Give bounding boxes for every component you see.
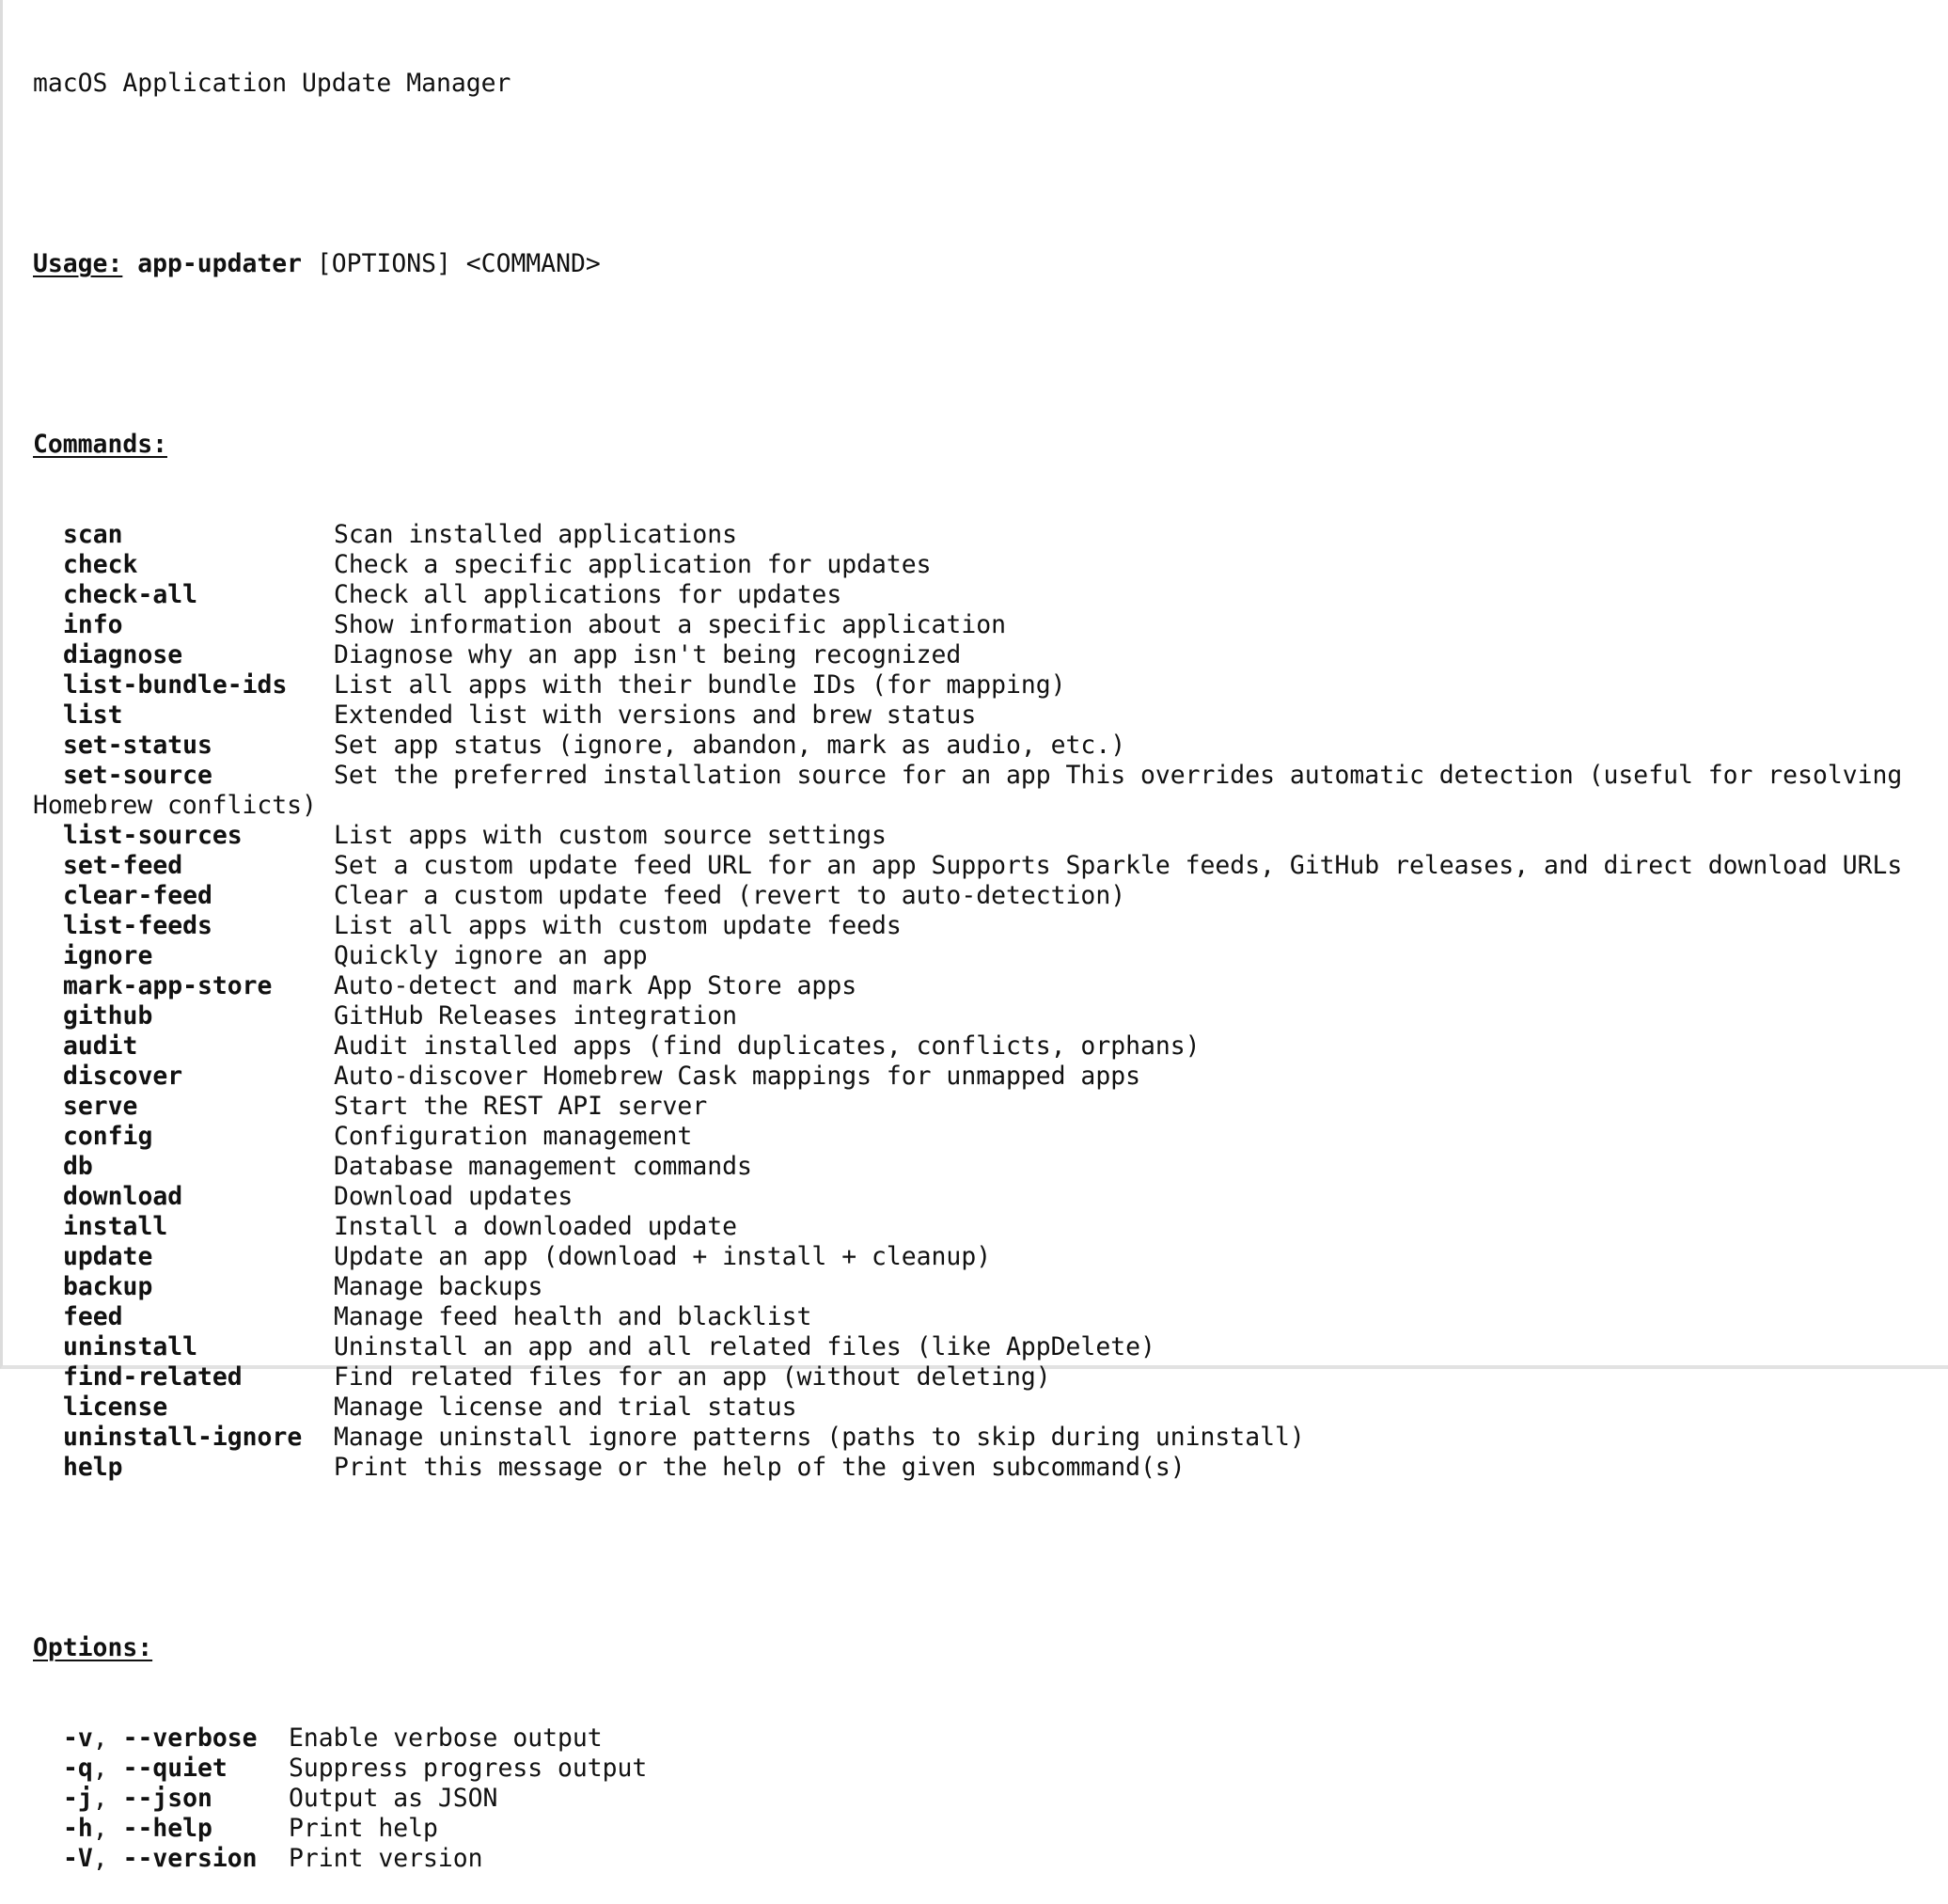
commands-header: Commands:	[33, 430, 167, 459]
command-name: scan	[63, 520, 123, 549]
command-description: Manage license and trial status	[334, 1393, 797, 1422]
command-row	[33, 911, 1948, 941]
command-description: Clear a custom update feed (revert to auto-detection)	[334, 881, 1126, 910]
command-row	[33, 1302, 1948, 1332]
command-name: set-feed	[63, 851, 183, 880]
option-long-flag: --version	[122, 1844, 258, 1873]
command-name: find-related	[63, 1362, 243, 1392]
command-description: Set the preferred installation source for an app This overrides automatic detection (useful for resolving	[334, 761, 1903, 790]
option-flags: -V, --version	[63, 1844, 258, 1873]
command-description: Auto-detect and mark App Store apps	[334, 971, 857, 1000]
command-description: Download updates	[334, 1182, 573, 1211]
command-name: config	[63, 1122, 153, 1151]
option-row	[33, 1814, 1948, 1844]
command-description: Extended list with versions and brew status	[334, 700, 977, 730]
option-row	[33, 1784, 1948, 1814]
command-row	[33, 851, 1948, 881]
command-row	[33, 550, 1948, 580]
option-description: Suppress progress output	[289, 1754, 648, 1783]
command-name: audit	[63, 1031, 138, 1061]
option-long-flag: --quiet	[122, 1754, 228, 1783]
command-description: Auto-discover Homebrew Cask mappings for unmapped apps	[334, 1062, 1140, 1091]
command-description: List all apps with custom update feeds	[334, 911, 902, 940]
option-description: Print help	[289, 1814, 438, 1843]
option-flags: -h, --help	[63, 1814, 212, 1843]
command-name: backup	[63, 1272, 153, 1301]
command-name: set-source	[63, 761, 212, 790]
command-row	[33, 881, 1948, 911]
command-name: list-sources	[63, 821, 243, 850]
command-description: Scan installed applications	[334, 520, 737, 549]
option-short-flag: -q	[63, 1754, 93, 1783]
command-row	[33, 1122, 1948, 1152]
option-description: Enable verbose output	[289, 1723, 603, 1753]
command-description: Find related files for an app (without deleting)	[334, 1362, 1051, 1392]
command-description: Quickly ignore an app	[334, 941, 648, 970]
command-row	[33, 1453, 1948, 1483]
command-row	[33, 610, 1948, 640]
command-name: mark-app-store	[63, 971, 273, 1000]
command-name: ignore	[63, 941, 153, 970]
command-name: serve	[63, 1092, 138, 1121]
command-description: Manage feed health and blacklist	[334, 1302, 812, 1331]
command-name: list-bundle-ids	[63, 670, 288, 700]
command-row	[33, 1031, 1948, 1062]
option-short-flag: -V	[63, 1844, 93, 1873]
command-name: install	[63, 1212, 168, 1241]
command-description: GitHub Releases integration	[334, 1001, 737, 1031]
command-name: uninstall	[63, 1332, 197, 1361]
command-description: Print this message or the help of the given subcommand(s)	[334, 1453, 1186, 1482]
command-row	[33, 1001, 1948, 1031]
option-row	[33, 1844, 1948, 1874]
command-row	[33, 580, 1948, 610]
command-description: Check a specific application for updates	[334, 550, 932, 579]
options-list	[33, 1723, 1948, 1874]
command-row	[33, 821, 1948, 851]
usage-args: [OPTIONS] <COMMAND>	[302, 249, 601, 278]
command-row	[33, 1393, 1948, 1423]
command-row	[33, 971, 1948, 1001]
command-row	[33, 1092, 1948, 1122]
command-description-wrap: Homebrew conflicts)	[33, 791, 317, 820]
command-name: help	[63, 1453, 123, 1482]
app-title: macOS Application Update Manager	[33, 69, 511, 98]
command-description: Audit installed apps (find duplicates, conflicts, orphans)	[334, 1031, 1201, 1061]
option-flags: -q, --quiet	[63, 1754, 228, 1783]
command-name: diagnose	[63, 640, 183, 669]
command-description: Configuration management	[334, 1122, 693, 1151]
command-description: Check all applications for updates	[334, 580, 842, 609]
command-row	[33, 1062, 1948, 1092]
command-description: Manage uninstall ignore patterns (paths to skip during uninstall)	[334, 1423, 1305, 1452]
command-description: Install a downloaded update	[334, 1212, 737, 1241]
option-long-flag: --verbose	[122, 1723, 258, 1753]
command-row	[33, 520, 1948, 550]
command-row	[33, 1423, 1948, 1453]
command-row	[33, 1272, 1948, 1302]
commands-list	[33, 520, 1948, 1483]
command-name: check	[63, 550, 138, 579]
command-row	[33, 941, 1948, 971]
command-description: List apps with custom source settings	[334, 821, 887, 850]
command-name: feed	[63, 1302, 123, 1331]
options-header: Options:	[33, 1633, 153, 1662]
command-name: github	[63, 1001, 153, 1031]
command-name: discover	[63, 1062, 183, 1091]
command-name: db	[63, 1152, 93, 1181]
command-name: check-all	[63, 580, 197, 609]
command-name: uninstall-ignore	[63, 1423, 303, 1452]
option-flags: -v, --verbose	[63, 1723, 258, 1753]
command-description: Show information about a specific application	[334, 610, 1006, 639]
option-row	[33, 1723, 1948, 1754]
command-row	[33, 731, 1948, 761]
option-long-flag: --json	[122, 1784, 212, 1813]
command-row	[33, 700, 1948, 731]
command-description: Start the REST API server	[334, 1092, 708, 1121]
command-description: Uninstall an app and all related files (like AppDelete)	[334, 1332, 1155, 1361]
usage-label: Usage:	[33, 249, 123, 278]
command-description: Diagnose why an app isn't being recognized	[334, 640, 962, 669]
option-short-flag: -h	[63, 1814, 93, 1843]
command-row	[33, 761, 1948, 791]
command-row	[33, 1242, 1948, 1272]
usage-line	[33, 249, 1948, 279]
command-name: clear-feed	[63, 881, 212, 910]
command-description: Set app status (ignore, abandon, mark as audio, etc.)	[334, 731, 1126, 760]
command-row	[33, 640, 1948, 670]
option-flags: -j, --json	[63, 1784, 212, 1813]
command-row	[33, 1152, 1948, 1182]
option-short-flag: -j	[63, 1784, 93, 1813]
command-name: list	[63, 700, 123, 730]
option-long-flag: --help	[122, 1814, 212, 1843]
command-name: download	[63, 1182, 183, 1211]
command-description: Database management commands	[334, 1152, 752, 1181]
command-description: Set a custom update feed URL for an app Supports Sparkle feeds, GitHub releases, and direct download URLs	[334, 851, 1903, 880]
command-name: info	[63, 610, 123, 639]
command-name: list-feeds	[63, 911, 212, 940]
option-description: Print version	[289, 1844, 483, 1873]
command-name: license	[63, 1393, 168, 1422]
option-description: Output as JSON	[289, 1784, 498, 1813]
command-name: set-status	[63, 731, 212, 760]
program-name: app-updater	[137, 249, 303, 278]
option-short-flag: -v	[63, 1723, 93, 1753]
command-description: Manage backups	[334, 1272, 543, 1301]
command-row	[33, 1362, 1948, 1393]
command-row	[33, 1212, 1948, 1242]
command-row	[33, 1332, 1948, 1362]
command-description: Update an app (download + install + cleanup)	[334, 1242, 992, 1271]
option-row	[33, 1754, 1948, 1784]
command-row	[33, 1182, 1948, 1212]
command-description: List all apps with their bundle IDs (for mapping)	[334, 670, 1066, 700]
command-name: update	[63, 1242, 153, 1271]
command-row	[33, 670, 1948, 700]
